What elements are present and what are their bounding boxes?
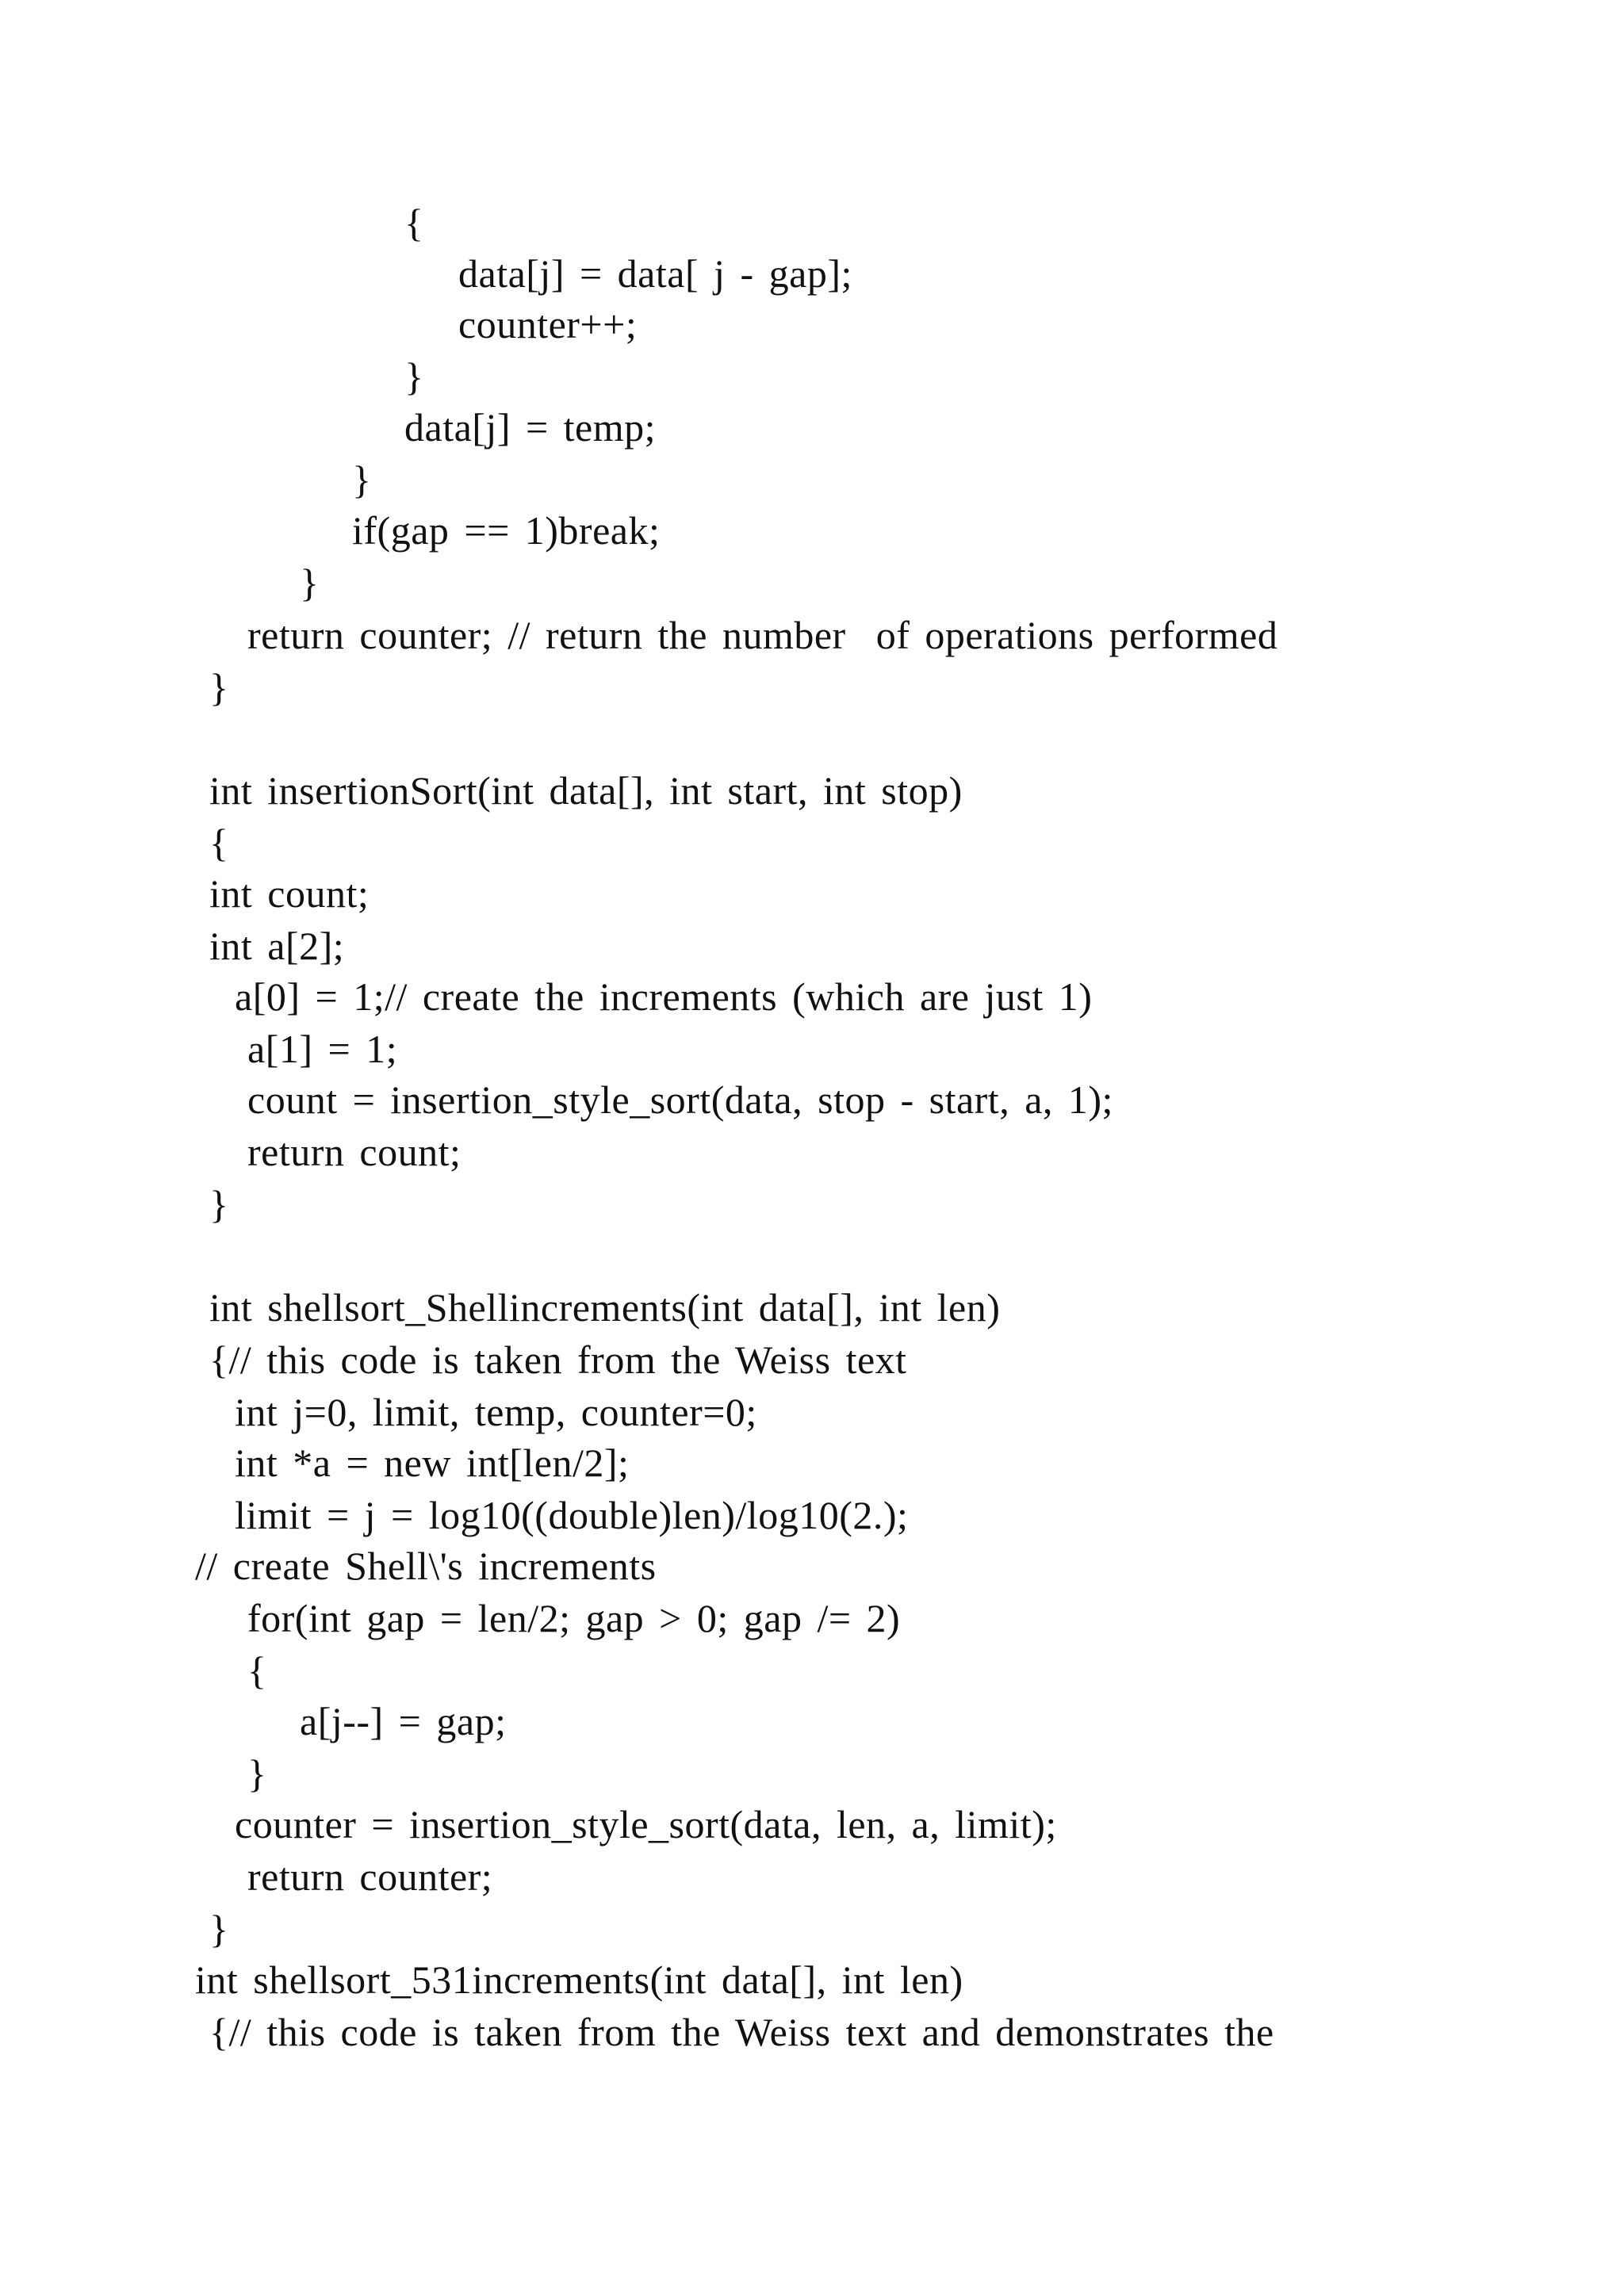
code-line: {// this code is taken from the Weiss text and demonstrates the [209,2010,1274,2054]
code-line: a[j--] = gap; [300,1699,507,1743]
code-line: } [404,354,424,399]
code-line: data[j] = data[ j - gap]; [458,251,852,296]
code-line: { [404,201,424,245]
code-line: a[1] = 1; [247,1027,398,1071]
code-line: int a[2]; [209,924,345,968]
code-line: } [247,1751,267,1796]
code-line: } [209,665,229,710]
code-line: } [209,1907,229,1951]
code-line: } [300,561,320,605]
code-line: } [209,1182,229,1226]
code-line: if(gap == 1)break; [352,508,661,553]
code-line: int *a = new int[len/2]; [235,1441,630,1485]
code-line: } [352,457,372,502]
code-line: // create Shell\'s increments [195,1544,657,1588]
code-line: int shellsort_531increments(int data[], int len) [195,1957,963,2002]
code-line: counter = insertion_style_sort(data, len, a, limit); [235,1802,1057,1846]
code-line: return counter; [247,1854,493,1899]
code-line: for(int gap = len/2; gap > 0; gap /= 2) [247,1596,901,1640]
code-line: counter++; [458,302,638,346]
code-line: int shellsort_Shellincrements(int data[], int len) [209,1285,1001,1330]
code-line: {// this code is taken from the Weiss text [209,1337,907,1382]
code-line: return counter; // return the number of operations performed [247,613,1278,657]
code-line: int insertionSort(int data[], int start, int stop) [209,768,963,813]
code-line: return count; [247,1130,462,1174]
code-line: int j=0, limit, temp, counter=0; [235,1390,757,1434]
code-line: int count; [209,871,370,916]
code-line: { [209,821,229,865]
code-line: limit = j = log10((double)len)/log10(2.); [235,1493,909,1537]
code-line: a[0] = 1;// create the increments (which are just 1) [235,974,1093,1019]
code-line: count = insertion_style_sort(data, stop - start, a, 1); [247,1077,1113,1122]
code-line: { [247,1648,267,1693]
code-line: data[j] = temp; [404,405,657,450]
